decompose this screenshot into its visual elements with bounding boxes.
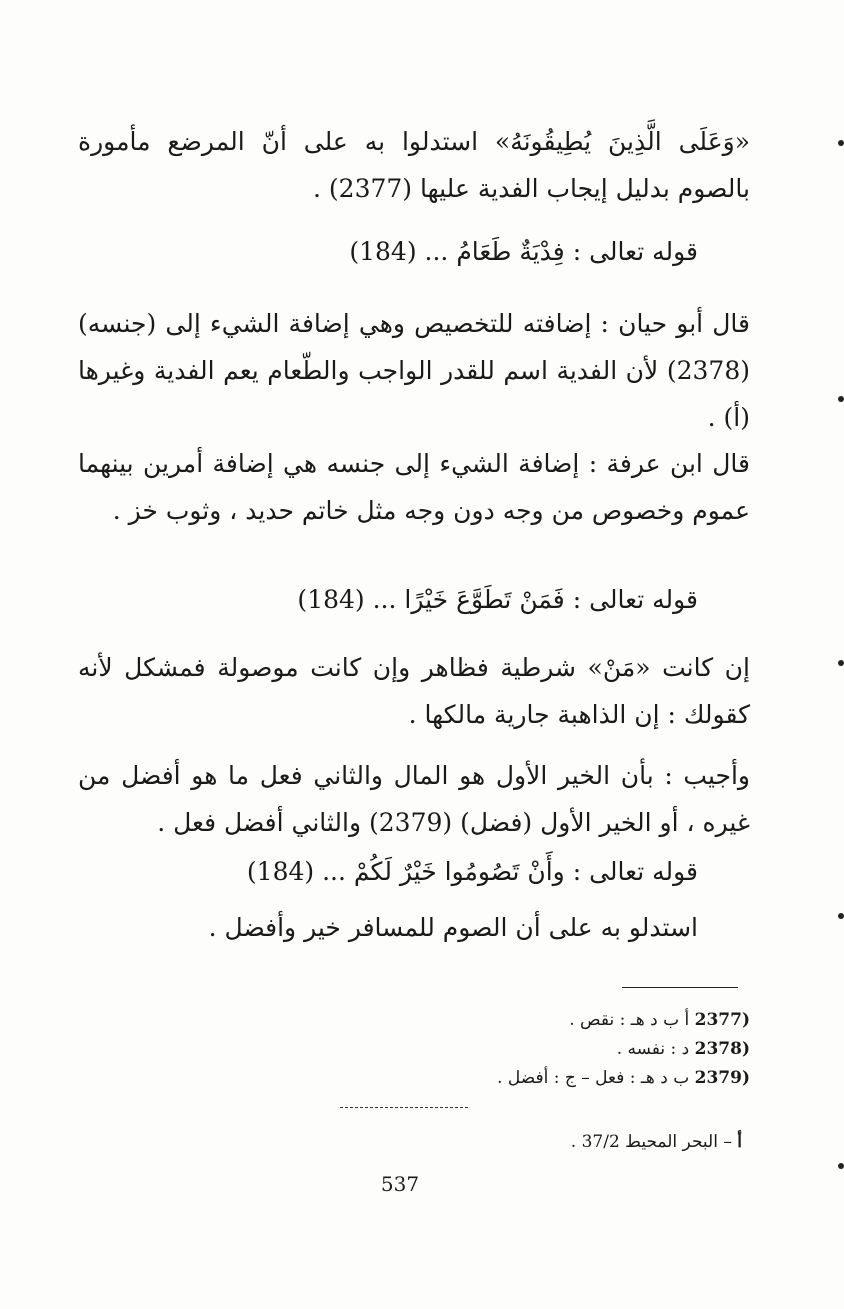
verse-heading-2: قوله تعالى : فَمَنْ تَطَوَّعَ خَيْرًا ... (184): [297, 585, 698, 614]
margin-dot: [838, 396, 844, 402]
margin-dot: [838, 660, 844, 666]
paragraph-2: قال أبو حيان : إضافته للتخصيص وهي إضافة الشيء إلى (جنسه) (2378) لأن الفدية اسم للقدر الواجب والطّعام يعم الفدية وغيرها (أ) .: [78, 309, 750, 432]
marginal-note-text: – البحر المحيط 37/2 .: [570, 1132, 732, 1152]
footnote-2378: [617, 1035, 750, 1063]
footnote-2379: [497, 1064, 750, 1092]
marginal-note: [571, 1128, 742, 1156]
margin-dot: [838, 1163, 844, 1169]
page-number: 537: [380, 1172, 420, 1196]
footnote-divider: [622, 987, 738, 988]
margin-dot: [838, 913, 844, 919]
paragraph-4: إن كانت «مَنْ» شرطية فظاهر وإن كانت موصولة فمشكل لأنه كقولك : إن الذاهبة جارية مالكها .: [78, 653, 750, 729]
marginal-note-letter: أ: [737, 1132, 742, 1152]
footnote-text: د : نفسه .: [616, 1039, 690, 1059]
footnote-text: ب د هـ : فعل – ج : أفضل .: [497, 1068, 690, 1088]
footnote-text: أ ب د هـ : نقص .: [569, 1010, 690, 1030]
verse-heading-3: قوله تعالى : وأَنْ تَصُومُوا خَيْرٌ لَكُمْ ... (184): [246, 857, 698, 886]
footnote-number: (2379: [694, 1068, 750, 1088]
marginal-note-divider: [340, 1107, 468, 1108]
footnote-2377: [569, 1006, 750, 1034]
paragraph-3: قال ابن عرفة : إضافة الشيء إلى جنسه هي إضافة أمرين بينهما عموم وخصوص من وجه دون وجه مثل خاتم حديد ، وثوب خز .: [78, 449, 750, 525]
paragraph-5: وأجيب : بأن الخير الأول هو المال والثاني فعل ما هو أفضل من غيره ، أو الخير الأول (فضل) (2379) والثاني أفضل فعل .: [78, 761, 750, 837]
margin-dot: [838, 140, 844, 146]
footnote-number: (2378: [694, 1039, 750, 1059]
footnote-number: (2377: [694, 1010, 750, 1030]
paragraph-6: استدلو به على أن الصوم للمسافر خير وأفضل .: [208, 913, 698, 942]
paragraph-1: «وَعَلَى الَّذِينَ يُطِيقُونَهُ» استدلوا به على أنّ المرضع مأمورة بالصوم بدليل إيجاب الفدية عليها (2377) .: [78, 127, 750, 203]
verse-heading-1: قوله تعالى : فِدْيَةٌ طَعَامُ ... (184): [349, 237, 698, 266]
